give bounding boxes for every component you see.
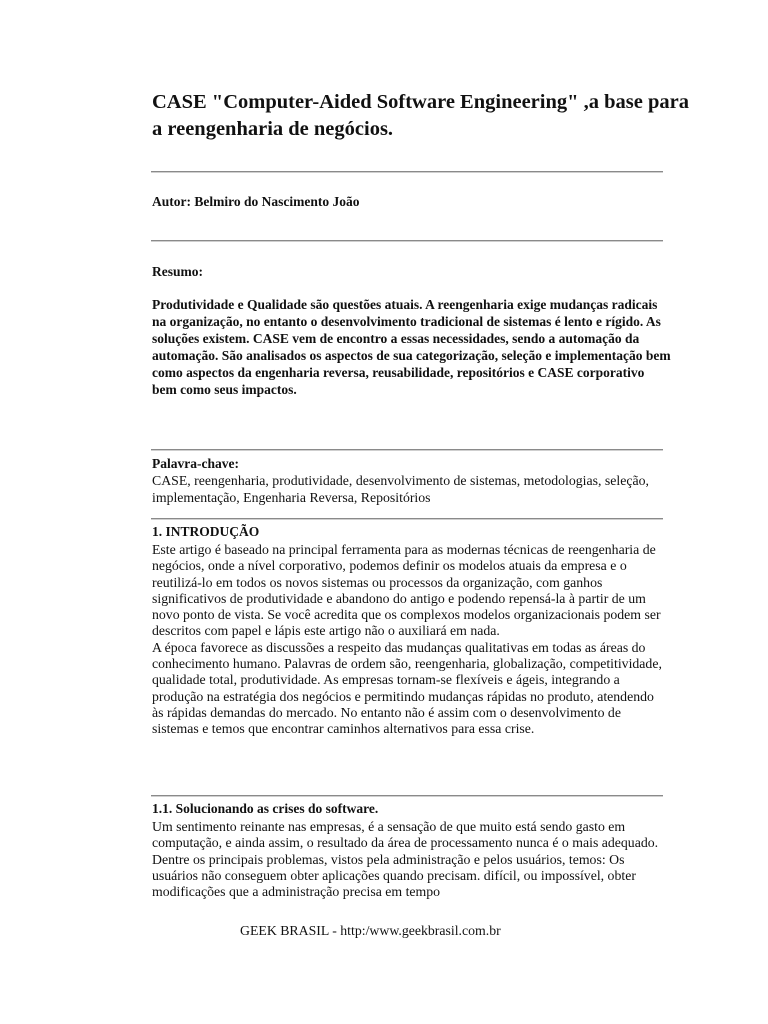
divider	[151, 518, 663, 520]
section-heading-solucionando: 1.1. Solucionando as crises do software.	[152, 801, 379, 816]
divider	[151, 795, 663, 797]
abstract-text: Produtividade e Qualidade são questões atuais. A reengenharia exige mudanças radicais na organização, no entanto o desenvolvimento tradicional de sistemas é lento e rígido. As soluções existem. CASE vem de encontro a essas necessidades, sendo a automação da automação. São analisados os aspectos de sua categorização, seleção e implementação bem como aspectos da engenharia reversa, reusabilidade, repositórios e CASE corporativo bem como seus impactos.	[152, 297, 671, 397]
abstract-label: Resumo:	[152, 264, 203, 279]
section-heading-introducao: 1. INTRODUÇÃO	[152, 524, 260, 539]
section-body-introducao	[152, 542, 667, 738]
paragraph: Um sentimento reinante nas empresas, é a sensação de que muito está sendo gasto em computação, e ainda assim, o resultado da área de processamento nunca é o mais adequado. Dentre os principais problemas, vistos pela administração e pelos usuários, temos: Os usuários não conseguem obter aplicações quando precisam. difícil, ou impossível, obter modificações que a administração precisa em tempo	[152, 819, 659, 900]
author-line: Autor: Belmiro do Nascimento João	[152, 194, 360, 209]
divider	[151, 240, 663, 242]
divider	[151, 449, 663, 451]
section-body-solucionando	[152, 819, 667, 900]
keywords-label: Palavra-chave:	[152, 456, 239, 471]
keywords-text: CASE, reengenharia, produtividade, desenvolvimento de sistemas, metodologias, seleção, implementação, Engenharia Reversa, Repositórios	[152, 473, 649, 505]
paragraph: A época favorece as discussões a respeito das mudanças qualitativas em todas as áreas do conhecimento humano. Palavras de ordem são, reengenharia, globalização, competitividade, qualidade total, produtividade. As empresas tornam-se flexíveis e ágeis, integrando a produção na estratégia dos negócios e permitindo mudanças rápidas no produto, atendendo às rápidas demandas do mercado. No entanto não é assim com o desenvolvimento de sistemas e temos que encontrar caminhos alternativos para essa crise.	[152, 639, 662, 737]
document-title: CASE "Computer-Aided Software Engineering" ,a base para a reengenharia de negócios.	[152, 91, 689, 140]
divider	[151, 171, 663, 173]
page-footer: GEEK BRASIL - http:/www.geekbrasil.com.br	[240, 923, 501, 938]
paragraph: Este artigo é baseado na principal ferramenta para as modernas técnicas de reengenharia de negócios, onde a nível corporativo, podemos definir os modelos atuais da empresa e o reutilizá-lo em todos os novos sistemas ou processos da organização, com ganhos significativos de produtividade e abandono do antigo e podendo repensá-la à partir de um novo ponto de vista. Se você acredita que os complexos modelos organizacionais podem ser descritos com papel e lápis este artigo não o auxiliará em nada.	[152, 542, 661, 639]
